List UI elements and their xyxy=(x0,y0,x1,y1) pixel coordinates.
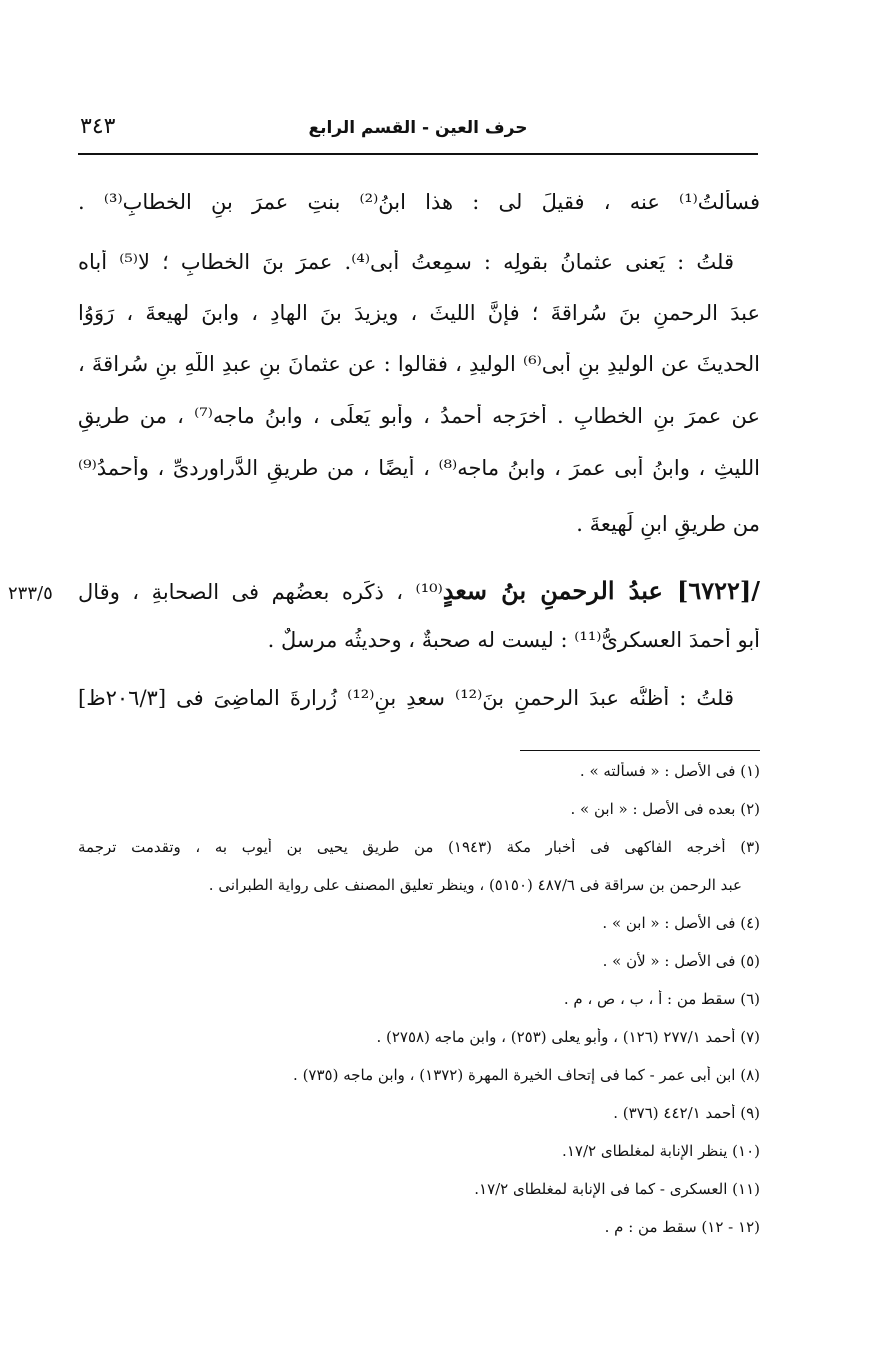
text-line: قلتُ : يَعنى عثمانُ بقولِه : سمِعتُ أبى⁽⁴⁾. عمرَ بنَ الخطابِ ؛ لا⁽⁵⁾ أباه xyxy=(78,250,734,274)
text-line: فسألتُ⁽¹⁾ عنه ، فقيلَ لى : هذا ابنُ⁽²⁾ بنتِ عمرَ بنِ الخطابِ⁽³⁾ . xyxy=(78,190,760,214)
header-title: حرف العين - القسم الرابع xyxy=(308,118,528,138)
footnote: (١١) العسكرى - كما فى الإنابة لمغلطاى ١٧/٢. xyxy=(474,1180,760,1198)
footnote: عبد الرحمن بن سراقة فى ٤٨٧/٦ (٥١٥٠) ، وينظر تعليق المصنف على رواية الطبرانى . xyxy=(208,876,742,894)
footnote: (٤) فى الأصل : « ابن » . xyxy=(602,914,760,932)
footnote: (٣) أخرجه الفاكهى فى أخبار مكة (١٩٤٣) من طريق يحيى بن أيوب به ، وتقدمت ترجمة xyxy=(78,838,760,856)
footnote-rule xyxy=(520,750,760,751)
text-line: الليثِ ، وابنُ أبى عمرَ ، وابنُ ماجه⁽⁸⁾ ، أيضًا ، من طريقِ الدَّراوردىِّ ، وأحمدُ⁽⁹⁾ xyxy=(78,456,760,480)
footnote: (٨) ابن أبى عمر - كما فى إتحاف الخيرة المهرة (١٣٧٢) ، وابن ماجه (٧٣٥) . xyxy=(293,1066,760,1084)
page-number: ٣٤٣ xyxy=(80,114,116,139)
header-rule xyxy=(78,153,758,155)
running-header xyxy=(78,112,758,146)
footnote: (١) فى الأصل : « فسألته » . xyxy=(579,762,760,780)
text-line: من طريقِ ابنِ لَهيعةَ . xyxy=(576,512,760,536)
footnote: (١٢ - ١٢) سقط من : م . xyxy=(604,1218,760,1236)
text-line: الحديثَ عن الوليدِ بنِ أبى⁽⁶⁾ الوليدِ ، فقالوا : عن عثمانَ بنِ عبدِ اللَّهِ بنِ سُراقةَ ، xyxy=(78,352,760,376)
footnote: (١٠) ينظر الإنابة لمغلطاى ١٧/٢. xyxy=(562,1142,760,1160)
footnote: (٧) أحمد ٢٧٧/١ (١٢٦) ، وأبو يعلى (٢٥٣) ، وابن ماجه (٢٧٥٨) . xyxy=(376,1028,760,1046)
text-line: قلتُ : أظنُّه عبدَ الرحمنِ بنَ⁽¹²⁾ سعدِ بنِ⁽¹²⁾ زُرارةَ الماضِىَ فى [٢٠٦/٣ظ] xyxy=(78,686,735,710)
footnote: (٥) فى الأصل : « لأن » . xyxy=(602,952,760,970)
entry-heading-line: /[٦٧٢٢] عبدُ الرحمنِ بنُ سعدٍ⁽¹⁰⁾ ، ذكَره بعضُهم فى الصحابةِ ، وقال xyxy=(78,576,760,605)
text-line: عن عمرَ بنِ الخطابِ . أخرَجه أحمدُ ، وأبو يَعلَى ، وابنُ ماجه⁽⁷⁾ ، من طريقِ xyxy=(78,404,760,428)
footnote: (٩) أحمد ٤٤٢/١ (٣٧٦) . xyxy=(613,1104,760,1122)
text-line: أبو أحمدَ العسكرىُّ⁽¹¹⁾ : ليست له صحبةٌ ، وحديثُه مرسلٌ . xyxy=(267,628,760,652)
text-line: عبدَ الرحمنِ بنَ سُراقةَ ؛ فإنَّ الليثَ ، ويزيدَ بنَ الهادِ ، وابنَ لهيعةَ ، رَوَوُا xyxy=(78,301,760,325)
margin-reference: ٢٣٣/٥ xyxy=(8,583,53,604)
footnote: (٦) سقط من : أ ، ب ، ص ، م . xyxy=(563,990,760,1008)
footnote: (٢) بعده فى الأصل : « ابن » . xyxy=(570,800,760,818)
